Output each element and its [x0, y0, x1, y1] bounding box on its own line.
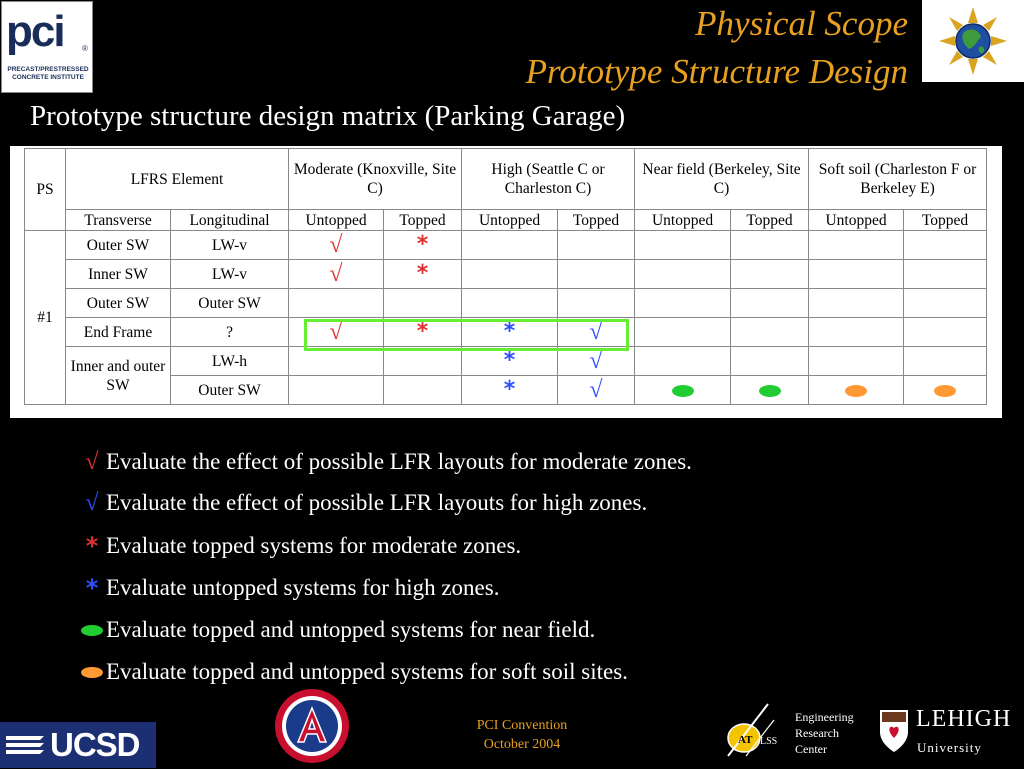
globe-icon — [922, 0, 1024, 82]
matrix-cell — [731, 289, 809, 318]
legend-item-soft-soil — [80, 652, 628, 692]
slide-title-line1: Physical Scope — [695, 4, 908, 43]
red-check-mark: √ — [329, 231, 343, 258]
matrix-cell — [809, 231, 904, 260]
orange-oval-marker — [845, 385, 867, 397]
ucsd-logo-text: UCSD — [50, 726, 140, 763]
matrix-cell — [809, 289, 904, 318]
orange-oval-marker — [934, 385, 956, 397]
matrix-cell — [635, 376, 731, 405]
matrix-cell — [384, 289, 462, 318]
slide-title-line2: Prototype Structure Design — [525, 52, 908, 91]
legend-text: Evaluate topped and untopped systems for soft soil sites. — [106, 659, 628, 684]
blue-check-mark: √ — [589, 318, 603, 345]
pci-logo-subtitle-line2: CONCRETE INSTITUTE — [12, 74, 84, 81]
matrix-cell — [462, 260, 558, 289]
longitudinal-cell: ? — [171, 318, 289, 347]
pci-logo-subtitle-line1: PRECAST/PRESTRESSED — [7, 66, 89, 73]
matrix-cell — [289, 376, 384, 405]
ps-cell: #1 — [25, 231, 66, 405]
ucsd-logo — [0, 722, 156, 768]
table-row — [25, 231, 987, 260]
subheader-high-topped: Topped — [558, 210, 635, 231]
blue-star-icon: * — [85, 574, 99, 602]
lehigh-logo — [876, 704, 1024, 764]
red-star-icon: * — [85, 532, 99, 560]
lehigh-shield-icon — [878, 708, 910, 754]
atlss-logo — [724, 700, 788, 760]
matrix-cell — [731, 347, 809, 376]
matrix-cell — [809, 347, 904, 376]
matrix-cell — [384, 231, 462, 260]
header-zone-near-field: Near field (Berkeley, Site C) — [635, 149, 809, 210]
matrix-cell — [558, 289, 635, 318]
red-check-icon: √ — [85, 448, 99, 475]
longitudinal-cell: LW-v — [171, 231, 289, 260]
matrix-cell — [462, 289, 558, 318]
legend-text: Evaluate the effect of possible LFR layouts for high zones. — [106, 490, 648, 515]
matrix-cell — [904, 260, 987, 289]
slide-subtitle: Prototype structure design matrix (Parking Garage) — [30, 100, 626, 132]
subheader-longitudinal: Longitudinal — [171, 210, 289, 231]
erc-label — [795, 709, 854, 757]
transverse-cell: End Frame — [66, 318, 171, 347]
orange-oval-icon — [80, 667, 104, 678]
red-check-mark: √ — [329, 318, 343, 345]
matrix-cell — [635, 318, 731, 347]
green-oval-marker — [759, 385, 781, 397]
blue-check-mark: √ — [589, 347, 603, 374]
legend-text: Evaluate topped systems for moderate zones. — [106, 533, 522, 558]
matrix-cell — [558, 231, 635, 260]
matrix-cell — [904, 318, 987, 347]
legend-item-near-field — [80, 610, 595, 650]
green-oval-icon — [80, 625, 104, 636]
matrix-cell — [731, 260, 809, 289]
blue-star-mark: * — [503, 348, 516, 373]
red-star-mark: * — [416, 319, 429, 344]
blue-check-mark: √ — [589, 376, 603, 403]
legend-item-moderate-topped — [80, 526, 521, 566]
subheader-high-untopped: Untopped — [462, 210, 558, 231]
blue-check-icon: √ — [85, 489, 99, 516]
matrix-cell — [809, 260, 904, 289]
group-header-row — [25, 149, 987, 210]
legend-text: Evaluate untopped systems for high zones. — [106, 575, 500, 600]
footer-line1: PCI Convention — [476, 718, 568, 733]
header-ps: PS — [25, 149, 66, 231]
blue-star-mark: * — [503, 377, 516, 402]
legend-item-high-untopped — [80, 568, 499, 608]
matrix-cell — [558, 260, 635, 289]
svg-text:AT: AT — [738, 734, 753, 746]
legend-text: Evaluate topped and untopped systems for near field. — [106, 617, 596, 642]
subheader-soft-topped: Topped — [904, 210, 987, 231]
matrix-cell — [731, 376, 809, 405]
header-zone-high: High (Seattle C or Charleston C) — [462, 149, 635, 210]
table-row — [25, 289, 987, 318]
longitudinal-cell: Outer SW — [171, 289, 289, 318]
subheader-moderate-untopped: Untopped — [289, 210, 384, 231]
seal-icon — [274, 688, 350, 764]
legend-item-high-layout — [80, 483, 647, 523]
erc-line3: Center — [795, 742, 827, 756]
footer-convention — [462, 716, 582, 754]
arizona-seal-logo — [274, 688, 350, 764]
pci-logo-subtitle — [4, 66, 92, 82]
matrix-cell — [904, 289, 987, 318]
legend-item-moderate-layout — [80, 442, 692, 482]
matrix-cell — [635, 231, 731, 260]
table-row — [25, 260, 987, 289]
header-zone-soft-soil: Soft soil (Charleston F or Berkeley E) — [809, 149, 987, 210]
header-lfrs-element: LFRS Element — [66, 149, 289, 210]
matrix-cell — [558, 376, 635, 405]
transverse-cell: Outer SW — [66, 231, 171, 260]
matrix-cell — [904, 376, 987, 405]
erc-line1: Engineering — [795, 710, 854, 724]
longitudinal-cell: Outer SW — [171, 376, 289, 405]
pci-logo-word: pci — [6, 7, 64, 56]
matrix-cell — [635, 347, 731, 376]
subheader-near-topped: Topped — [731, 210, 809, 231]
matrix-cell — [809, 318, 904, 347]
footer-line2: October 2004 — [483, 737, 561, 752]
longitudinal-cell: LW-h — [171, 347, 289, 376]
design-matrix-panel — [10, 146, 1002, 418]
matrix-cell — [635, 289, 731, 318]
transverse-cell: Inner SW — [66, 260, 171, 289]
highlight-box — [304, 319, 629, 351]
lehigh-university: University — [917, 740, 982, 755]
sub-header-row — [25, 210, 987, 231]
matrix-cell — [731, 318, 809, 347]
matrix-cell — [384, 376, 462, 405]
erc-line2: Research — [795, 726, 839, 740]
legend-text: Evaluate the effect of possible LFR layouts for moderate zones. — [106, 449, 692, 474]
subheader-soft-untopped: Untopped — [809, 210, 904, 231]
ucsd-emblem-icon — [4, 730, 48, 760]
red-check-mark: √ — [329, 260, 343, 287]
pci-logo — [1, 1, 93, 93]
matrix-cell — [809, 376, 904, 405]
red-star-mark: * — [416, 232, 429, 257]
matrix-cell — [904, 231, 987, 260]
matrix-cell — [731, 231, 809, 260]
nsf-logo — [922, 0, 1024, 82]
longitudinal-cell: LW-v — [171, 260, 289, 289]
atlss-emblem-icon — [724, 700, 788, 760]
matrix-cell — [635, 260, 731, 289]
design-matrix-table — [24, 148, 987, 405]
matrix-cell — [289, 231, 384, 260]
blue-star-mark: * — [503, 319, 516, 344]
matrix-cell — [289, 289, 384, 318]
green-oval-marker — [672, 385, 694, 397]
subheader-moderate-topped: Topped — [384, 210, 462, 231]
transverse-cell: Inner and outer SW — [66, 347, 171, 405]
matrix-cell — [462, 231, 558, 260]
header-zone-moderate: Moderate (Knoxville, Site C) — [289, 149, 462, 210]
subheader-near-untopped: Untopped — [635, 210, 731, 231]
red-star-mark: * — [416, 261, 429, 286]
matrix-cell — [289, 260, 384, 289]
transverse-cell: Outer SW — [66, 289, 171, 318]
subheader-transverse: Transverse — [66, 210, 171, 231]
lehigh-name: LEHIGH — [916, 706, 1012, 732]
pci-logo-registered: ® — [82, 44, 88, 53]
matrix-cell — [384, 260, 462, 289]
matrix-cell — [904, 347, 987, 376]
svg-text:LSS: LSS — [760, 736, 778, 747]
matrix-cell — [462, 376, 558, 405]
